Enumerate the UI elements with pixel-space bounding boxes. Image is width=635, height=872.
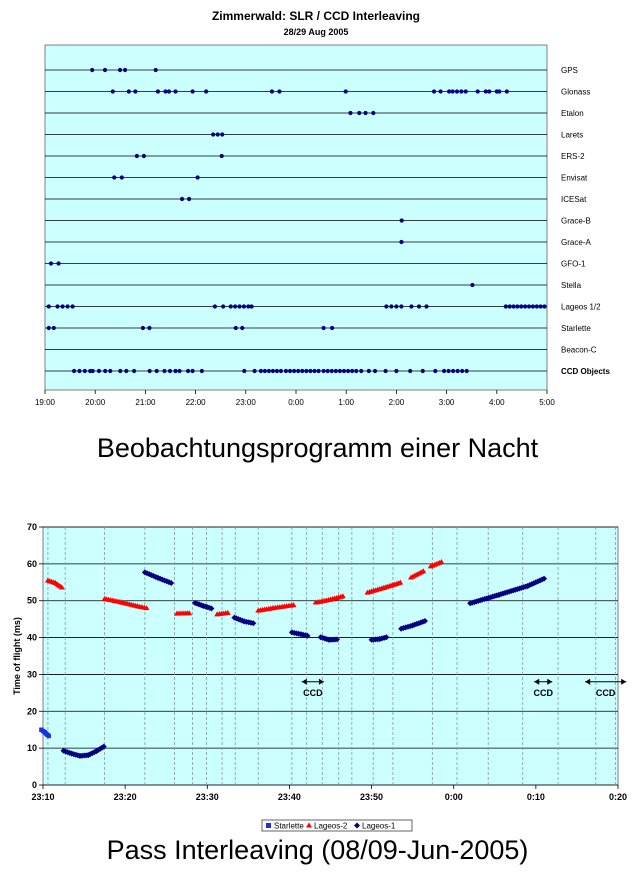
observation-mark	[234, 326, 238, 330]
observation-mark	[173, 369, 177, 373]
observation-mark	[408, 369, 412, 373]
observation-mark	[384, 304, 388, 308]
observation-mark	[259, 369, 263, 373]
row-label: ERS-2	[561, 152, 585, 161]
observation-mark	[237, 304, 241, 308]
observation-mark	[354, 369, 358, 373]
x-tick-label: 21:00	[135, 398, 156, 407]
observation-mark	[108, 369, 112, 373]
y-tick-label: 40	[26, 632, 37, 643]
observation-mark	[52, 326, 56, 330]
observation-mark	[367, 369, 371, 373]
observation-mark	[220, 132, 224, 136]
observation-mark	[438, 89, 442, 93]
observation-mark	[173, 89, 177, 93]
observation-mark	[384, 369, 388, 373]
x-tick-label: 2:00	[388, 398, 405, 407]
observation-mark	[542, 304, 546, 308]
observation-mark	[196, 175, 200, 179]
observation-mark	[334, 369, 338, 373]
ccd-label: CCD	[303, 687, 323, 698]
observation-mark	[204, 89, 208, 93]
observation-mark	[465, 369, 469, 373]
observation-mark	[65, 304, 69, 308]
observation-mark	[47, 304, 51, 308]
observation-mark	[359, 369, 363, 373]
observation-mark	[275, 369, 279, 373]
x-tick-label: 23:50	[360, 792, 384, 802]
row-label: Glonass	[561, 87, 591, 97]
row-label: ICESat	[561, 195, 587, 204]
observation-mark	[242, 369, 246, 373]
row-label: Envisat	[561, 173, 588, 183]
ccd-label: CCD	[595, 687, 616, 698]
observation-mark	[123, 68, 127, 72]
observation-mark	[277, 89, 281, 93]
legend-label: Lageos-2	[314, 821, 348, 831]
observation-mark	[133, 89, 137, 93]
observation-mark	[71, 304, 75, 308]
observation-mark	[77, 369, 81, 373]
bottom-chart	[12, 522, 627, 831]
observation-mark	[49, 261, 53, 265]
observation-mark	[233, 304, 237, 308]
observation-mark	[180, 197, 184, 201]
observation-mark	[456, 369, 460, 373]
observation-mark	[249, 304, 253, 308]
y-tick-label: 60	[26, 558, 37, 569]
observation-mark	[330, 369, 334, 373]
observation-mark	[476, 89, 480, 93]
observation-mark	[147, 326, 151, 330]
observation-mark	[505, 89, 509, 93]
observation-mark	[487, 89, 491, 93]
observation-mark	[118, 68, 122, 72]
observation-mark	[394, 304, 398, 308]
y-tick-label: 0	[31, 780, 37, 790]
observation-mark	[350, 369, 354, 373]
observation-mark	[447, 369, 451, 373]
observation-mark	[330, 326, 334, 330]
observation-mark	[292, 369, 296, 373]
observation-mark	[187, 197, 191, 201]
observation-mark	[167, 89, 171, 93]
row-label: GPS	[561, 66, 578, 75]
observation-mark	[83, 369, 87, 373]
row-label: Larets	[561, 130, 584, 140]
observation-mark	[451, 369, 455, 373]
observation-mark	[103, 68, 107, 72]
observation-mark	[508, 304, 512, 308]
observation-mark	[213, 304, 217, 308]
observation-mark	[346, 369, 350, 373]
y-axis-label: Time of flight (ms)	[12, 617, 22, 695]
observation-mark	[312, 369, 316, 373]
observation-mark	[417, 304, 421, 308]
row-label: Etalon	[561, 109, 584, 118]
observation-mark	[527, 304, 531, 308]
observation-mark	[363, 111, 367, 115]
observation-mark	[142, 154, 146, 158]
y-tick-label: 50	[26, 595, 37, 606]
observation-mark	[229, 304, 233, 308]
y-tick-label: 30	[26, 669, 37, 680]
observation-mark	[190, 89, 194, 93]
observation-mark	[459, 89, 463, 93]
observation-mark	[91, 369, 95, 373]
observation-mark	[242, 304, 246, 308]
observation-mark	[432, 89, 436, 93]
observation-mark	[127, 89, 131, 93]
observation-mark	[240, 326, 244, 330]
observation-mark	[342, 369, 346, 373]
x-tick-label: 1:00	[338, 398, 354, 407]
observation-mark	[535, 304, 539, 308]
observation-mark	[424, 304, 428, 308]
y-tick-label: 10	[26, 743, 37, 754]
observation-mark	[464, 89, 468, 93]
top-chart	[35, 9, 610, 407]
observation-mark	[177, 369, 181, 373]
observation-mark	[399, 304, 403, 308]
observation-mark	[442, 369, 446, 373]
observation-mark	[304, 369, 308, 373]
observation-mark	[135, 154, 139, 158]
observation-mark	[263, 369, 267, 373]
x-tick-label: 0:00	[444, 792, 463, 802]
observation-mark	[124, 369, 128, 373]
observation-mark	[470, 283, 474, 287]
x-tick-label: 5:00	[539, 398, 555, 407]
observation-mark	[186, 369, 190, 373]
observation-mark	[211, 132, 215, 136]
bottom-plot-area	[43, 527, 618, 785]
observation-mark	[539, 304, 543, 308]
observation-mark	[216, 132, 220, 136]
observation-mark	[267, 369, 271, 373]
legend-label: Lageos-1	[362, 821, 396, 831]
row-label: Starlette	[561, 324, 591, 333]
observation-mark	[433, 369, 437, 373]
observation-mark	[400, 218, 404, 222]
row-label: Stella	[561, 281, 582, 290]
x-tick-label: 0:10	[526, 792, 545, 802]
x-tick-label: 20:00	[85, 398, 106, 407]
legend	[262, 820, 412, 831]
observation-mark	[200, 369, 204, 373]
observation-mark	[348, 111, 352, 115]
x-tick-label: 19:00	[34, 398, 56, 407]
row-label: Lageos 1/2	[561, 302, 601, 312]
observation-mark	[132, 369, 136, 373]
observation-mark	[322, 326, 326, 330]
observation-mark	[60, 304, 64, 308]
legend-label: Starlette	[274, 821, 304, 831]
x-tick-label: 3:00	[438, 398, 455, 407]
observation-mark	[523, 304, 527, 308]
observation-mark	[338, 369, 342, 373]
row-label: Beacon-C	[561, 345, 597, 355]
y-tick-label: 70	[26, 522, 37, 532]
legend-marker-starlette	[266, 823, 271, 828]
observation-mark	[288, 369, 292, 373]
observation-mark	[296, 369, 300, 373]
observation-mark	[162, 369, 166, 373]
observation-mark	[221, 304, 225, 308]
observation-mark	[141, 326, 145, 330]
observation-mark	[300, 369, 304, 373]
observation-mark	[155, 369, 159, 373]
observation-mark	[515, 304, 519, 308]
observation-mark	[271, 369, 275, 373]
observation-mark	[394, 369, 398, 373]
observation-mark	[120, 175, 124, 179]
row-label: CCD Objects	[561, 367, 610, 376]
row-label: GFO-1	[561, 259, 586, 269]
top-chart-title: Zimmerwald: SLR / CCD Interleaving	[211, 9, 421, 23]
y-tick-label: 20	[26, 706, 37, 717]
observation-mark	[326, 369, 330, 373]
observation-mark	[56, 261, 60, 265]
observation-mark	[154, 68, 158, 72]
x-tick-label: 23:10	[31, 792, 55, 802]
observation-mark	[519, 304, 523, 308]
observation-mark	[409, 304, 413, 308]
observation-mark	[451, 89, 455, 93]
observation-mark	[308, 369, 312, 373]
observation-mark	[97, 369, 101, 373]
observation-mark	[72, 369, 76, 373]
observation-mark	[322, 369, 326, 373]
observation-mark	[460, 369, 464, 373]
observation-mark	[531, 304, 535, 308]
observation-mark	[284, 369, 288, 373]
observation-mark	[316, 369, 320, 373]
observation-mark	[455, 89, 459, 93]
observation-mark	[111, 89, 115, 93]
x-tick-label: 0:00	[288, 398, 304, 407]
x-tick-label: 23:20	[113, 792, 137, 802]
observation-mark	[220, 154, 224, 158]
x-tick-label: 23:40	[277, 792, 301, 802]
observation-mark	[55, 304, 59, 308]
observation-mark	[47, 326, 51, 330]
observation-mark	[252, 369, 256, 373]
top-chart-subtitle: 28/29 Aug 2005	[283, 27, 349, 37]
observation-mark	[279, 369, 283, 373]
observation-mark	[371, 111, 375, 115]
x-tick-label: 0:20	[608, 792, 628, 802]
x-tick-label: 22:00	[185, 398, 206, 407]
observation-mark	[118, 369, 122, 373]
observation-mark	[389, 304, 393, 308]
row-label: Grace-A	[561, 238, 591, 247]
observation-mark	[344, 89, 348, 93]
observation-mark	[270, 89, 274, 93]
top-plot-area	[45, 45, 547, 390]
observation-mark	[373, 369, 377, 373]
x-tick-label: 23:30	[195, 792, 219, 802]
point-starlette	[47, 734, 51, 738]
observation-mark	[168, 369, 172, 373]
observation-mark	[90, 68, 94, 72]
x-tick-label: 23:00	[235, 398, 256, 407]
caption-bottom: Pass Interleaving (08/09-Jun-2005)	[106, 835, 529, 865]
observation-mark	[156, 89, 160, 93]
observation-mark	[357, 111, 361, 115]
ccd-label: CCD	[533, 687, 553, 698]
observation-mark	[112, 175, 116, 179]
observation-mark	[421, 369, 425, 373]
observation-mark	[148, 369, 152, 373]
caption-top: Beobachtungsprogramm einer Nacht	[96, 433, 539, 463]
ccd-arrow-head-right	[621, 679, 626, 685]
row-label: Grace-B	[561, 216, 591, 226]
observation-mark	[497, 89, 501, 93]
observation-mark	[511, 304, 515, 308]
observation-mark	[103, 369, 107, 373]
observation-mark	[504, 304, 508, 308]
observation-mark	[399, 240, 403, 244]
observation-mark	[190, 369, 194, 373]
x-tick-label: 4:00	[489, 398, 505, 407]
